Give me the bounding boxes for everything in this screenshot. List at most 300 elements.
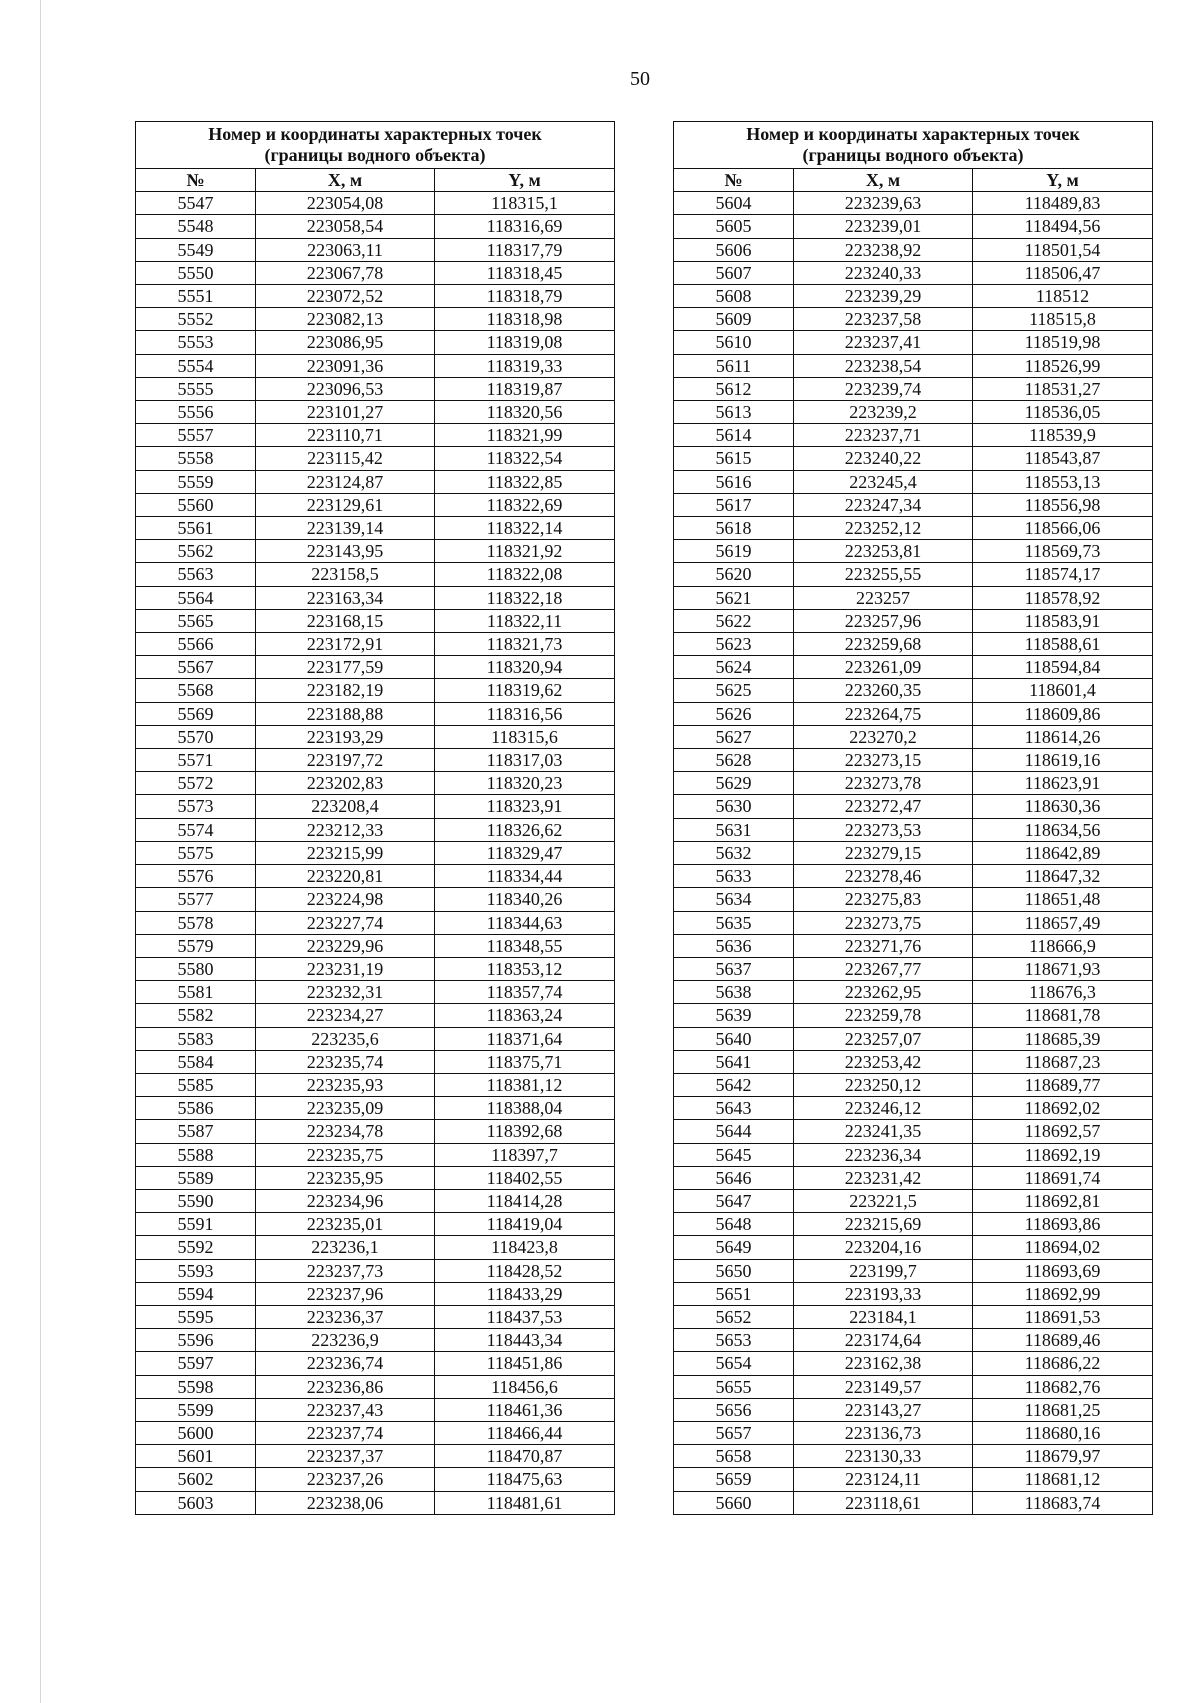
y-coordinate: 118322,11	[435, 609, 615, 632]
x-coordinate: 223118,61	[794, 1491, 973, 1514]
x-coordinate: 223267,77	[794, 957, 973, 980]
point-number: 5550	[136, 261, 256, 284]
x-coordinate: 223237,73	[256, 1259, 435, 1282]
x-coordinate: 223172,91	[256, 633, 435, 656]
y-coordinate: 118322,14	[435, 517, 615, 540]
y-coordinate: 118694,02	[973, 1236, 1153, 1259]
y-coordinate: 118375,71	[435, 1050, 615, 1073]
table-row	[136, 563, 615, 586]
table-row	[674, 1305, 1153, 1328]
table-row	[674, 1213, 1153, 1236]
y-coordinate: 118574,17	[973, 563, 1153, 586]
y-coordinate: 118680,16	[973, 1421, 1153, 1444]
point-number: 5653	[674, 1329, 794, 1352]
x-coordinate: 223193,29	[256, 725, 435, 748]
y-coordinate: 118461,36	[435, 1398, 615, 1421]
table-row	[674, 261, 1153, 284]
y-coordinate: 118470,87	[435, 1445, 615, 1468]
point-number: 5615	[674, 447, 794, 470]
point-number: 5603	[136, 1491, 256, 1514]
y-coordinate: 118353,12	[435, 957, 615, 980]
y-coordinate: 118681,25	[973, 1398, 1153, 1421]
x-coordinate: 223246,12	[794, 1097, 973, 1120]
point-number: 5644	[674, 1120, 794, 1143]
y-coordinate: 118531,27	[973, 377, 1153, 400]
x-coordinate: 223236,74	[256, 1352, 435, 1375]
x-coordinate: 223235,95	[256, 1166, 435, 1189]
x-coordinate: 223115,42	[256, 447, 435, 470]
y-coordinate: 118392,68	[435, 1120, 615, 1143]
point-number: 5562	[136, 540, 256, 563]
x-coordinate: 223240,22	[794, 447, 973, 470]
y-coordinate: 118536,05	[973, 401, 1153, 424]
table-row	[136, 447, 615, 470]
x-coordinate: 223136,73	[794, 1421, 973, 1444]
point-number: 5601	[136, 1445, 256, 1468]
table-row	[136, 1143, 615, 1166]
y-coordinate: 118319,87	[435, 377, 615, 400]
point-number: 5638	[674, 981, 794, 1004]
y-coordinate: 118348,55	[435, 934, 615, 957]
table-row	[136, 261, 615, 284]
y-coordinate: 118647,32	[973, 865, 1153, 888]
x-coordinate: 223239,29	[794, 285, 973, 308]
y-coordinate: 118692,02	[973, 1097, 1153, 1120]
x-coordinate: 223272,47	[794, 795, 973, 818]
point-number: 5623	[674, 633, 794, 656]
y-coordinate: 118630,36	[973, 795, 1153, 818]
point-number: 5614	[674, 424, 794, 447]
x-coordinate: 223237,74	[256, 1421, 435, 1444]
point-number: 5591	[136, 1213, 256, 1236]
point-number: 5602	[136, 1468, 256, 1491]
point-number: 5600	[136, 1421, 256, 1444]
point-number: 5616	[674, 470, 794, 493]
table-title	[674, 122, 1153, 169]
y-coordinate: 118594,84	[973, 656, 1153, 679]
table-row	[136, 633, 615, 656]
point-number: 5574	[136, 818, 256, 841]
table-row	[674, 1236, 1153, 1259]
table-row	[674, 1282, 1153, 1305]
table-title-line1: Номер и координаты характерных точек	[208, 124, 542, 144]
x-coordinate: 223058,54	[256, 215, 435, 238]
x-coordinate: 223273,53	[794, 818, 973, 841]
table-row	[136, 238, 615, 261]
x-coordinate: 223237,41	[794, 331, 973, 354]
point-number: 5547	[136, 192, 256, 215]
x-coordinate: 223252,12	[794, 517, 973, 540]
point-number: 5594	[136, 1282, 256, 1305]
point-number: 5598	[136, 1375, 256, 1398]
table-row	[674, 1468, 1153, 1491]
x-coordinate: 223235,09	[256, 1097, 435, 1120]
x-coordinate: 223149,57	[794, 1375, 973, 1398]
table-row	[136, 331, 615, 354]
table-row	[674, 1097, 1153, 1120]
table-row	[674, 841, 1153, 864]
x-coordinate: 223236,9	[256, 1329, 435, 1352]
y-coordinate: 118321,92	[435, 540, 615, 563]
table-row	[136, 1073, 615, 1096]
point-number: 5619	[674, 540, 794, 563]
y-coordinate: 118321,99	[435, 424, 615, 447]
point-number: 5605	[674, 215, 794, 238]
point-number: 5606	[674, 238, 794, 261]
y-coordinate: 118512	[973, 285, 1153, 308]
point-number: 5551	[136, 285, 256, 308]
point-number: 5560	[136, 493, 256, 516]
x-coordinate: 223238,06	[256, 1491, 435, 1514]
x-coordinate: 223260,35	[794, 679, 973, 702]
point-number: 5632	[674, 841, 794, 864]
y-coordinate: 118317,03	[435, 749, 615, 772]
scan-margin-line	[40, 0, 41, 1703]
table-row	[136, 1120, 615, 1143]
point-number: 5561	[136, 517, 256, 540]
table-row	[136, 1027, 615, 1050]
y-coordinate: 118381,12	[435, 1073, 615, 1096]
x-coordinate: 223101,27	[256, 401, 435, 424]
x-coordinate: 223264,75	[794, 702, 973, 725]
table-row	[674, 238, 1153, 261]
x-coordinate: 223193,33	[794, 1282, 973, 1305]
table-row	[674, 749, 1153, 772]
y-coordinate: 118689,77	[973, 1073, 1153, 1096]
point-number: 5660	[674, 1491, 794, 1514]
x-coordinate: 223124,87	[256, 470, 435, 493]
table-row	[136, 1189, 615, 1212]
point-number: 5620	[674, 563, 794, 586]
y-coordinate: 118642,89	[973, 841, 1153, 864]
x-coordinate: 223202,83	[256, 772, 435, 795]
y-coordinate: 118683,74	[973, 1491, 1153, 1514]
point-number: 5579	[136, 934, 256, 957]
y-coordinate: 118539,9	[973, 424, 1153, 447]
y-coordinate: 118322,18	[435, 586, 615, 609]
point-number: 5557	[136, 424, 256, 447]
point-number: 5549	[136, 238, 256, 261]
point-number: 5566	[136, 633, 256, 656]
table-row	[674, 1491, 1153, 1514]
table-row	[136, 1421, 615, 1444]
x-coordinate: 223273,15	[794, 749, 973, 772]
table-row	[674, 1189, 1153, 1212]
y-coordinate: 118489,83	[973, 192, 1153, 215]
table-row	[674, 192, 1153, 215]
x-coordinate: 223234,27	[256, 1004, 435, 1027]
y-coordinate: 118634,56	[973, 818, 1153, 841]
x-coordinate: 223235,6	[256, 1027, 435, 1050]
x-coordinate: 223270,2	[794, 725, 973, 748]
y-coordinate: 118320,56	[435, 401, 615, 424]
point-number: 5647	[674, 1189, 794, 1212]
table-title-line1: Номер и координаты характерных точек	[746, 124, 1080, 144]
x-coordinate: 223278,46	[794, 865, 973, 888]
table-row	[674, 865, 1153, 888]
x-coordinate: 223253,81	[794, 540, 973, 563]
x-coordinate: 223238,54	[794, 354, 973, 377]
x-coordinate: 223247,34	[794, 493, 973, 516]
y-coordinate: 118428,52	[435, 1259, 615, 1282]
y-coordinate: 118451,86	[435, 1352, 615, 1375]
x-coordinate: 223239,2	[794, 401, 973, 424]
y-coordinate: 118566,06	[973, 517, 1153, 540]
x-coordinate: 223234,78	[256, 1120, 435, 1143]
table-row	[136, 215, 615, 238]
table-row	[136, 1375, 615, 1398]
x-coordinate: 223257,96	[794, 609, 973, 632]
x-coordinate: 223250,12	[794, 1073, 973, 1096]
point-number: 5590	[136, 1189, 256, 1212]
x-coordinate: 223271,76	[794, 934, 973, 957]
x-coordinate: 223261,09	[794, 656, 973, 679]
x-coordinate: 223232,31	[256, 981, 435, 1004]
x-coordinate: 223177,59	[256, 656, 435, 679]
point-number: 5622	[674, 609, 794, 632]
table-row	[674, 331, 1153, 354]
y-coordinate: 118315,1	[435, 192, 615, 215]
y-coordinate: 118619,16	[973, 749, 1153, 772]
y-coordinate: 118578,92	[973, 586, 1153, 609]
point-number: 5630	[674, 795, 794, 818]
point-number: 5627	[674, 725, 794, 748]
y-coordinate: 118466,44	[435, 1421, 615, 1444]
point-number: 5633	[674, 865, 794, 888]
table-row	[674, 633, 1153, 656]
point-number: 5553	[136, 331, 256, 354]
y-coordinate: 118419,04	[435, 1213, 615, 1236]
point-number: 5556	[136, 401, 256, 424]
point-number: 5599	[136, 1398, 256, 1421]
x-coordinate: 223245,4	[794, 470, 973, 493]
table-row	[136, 772, 615, 795]
column-header-number: №	[674, 169, 794, 192]
x-coordinate: 223139,14	[256, 517, 435, 540]
table-row	[136, 911, 615, 934]
table-row	[674, 795, 1153, 818]
y-coordinate: 118316,56	[435, 702, 615, 725]
table-row	[674, 1004, 1153, 1027]
x-coordinate: 223255,55	[794, 563, 973, 586]
x-coordinate: 223235,93	[256, 1073, 435, 1096]
point-number: 5624	[674, 656, 794, 679]
table-row	[136, 841, 615, 864]
x-coordinate: 223096,53	[256, 377, 435, 400]
y-coordinate: 118326,62	[435, 818, 615, 841]
table-row	[136, 1236, 615, 1259]
table-row	[674, 1050, 1153, 1073]
x-coordinate: 223067,78	[256, 261, 435, 284]
x-coordinate: 223236,34	[794, 1143, 973, 1166]
x-coordinate: 223240,33	[794, 261, 973, 284]
table-row	[136, 1097, 615, 1120]
x-coordinate: 223279,15	[794, 841, 973, 864]
point-number: 5628	[674, 749, 794, 772]
y-coordinate: 118543,87	[973, 447, 1153, 470]
table-row	[136, 1468, 615, 1491]
table-row	[136, 1445, 615, 1468]
column-header-y: Y, м	[973, 169, 1153, 192]
point-number: 5593	[136, 1259, 256, 1282]
x-coordinate: 223158,5	[256, 563, 435, 586]
x-coordinate: 223235,75	[256, 1143, 435, 1166]
x-coordinate: 223227,74	[256, 911, 435, 934]
y-coordinate: 118506,47	[973, 261, 1153, 284]
table-row	[674, 563, 1153, 586]
table-row	[136, 192, 615, 215]
point-number: 5648	[674, 1213, 794, 1236]
y-coordinate: 118318,98	[435, 308, 615, 331]
point-number: 5583	[136, 1027, 256, 1050]
x-coordinate: 223235,74	[256, 1050, 435, 1073]
x-coordinate: 223199,7	[794, 1259, 973, 1282]
y-coordinate: 118681,78	[973, 1004, 1153, 1027]
table-row	[136, 1259, 615, 1282]
point-number: 5559	[136, 470, 256, 493]
table-row	[674, 1259, 1153, 1282]
x-coordinate: 223236,37	[256, 1305, 435, 1328]
table-row	[674, 424, 1153, 447]
table-row	[136, 354, 615, 377]
x-coordinate: 223224,98	[256, 888, 435, 911]
point-number: 5552	[136, 308, 256, 331]
x-coordinate: 223184,1	[794, 1305, 973, 1328]
x-coordinate: 223197,72	[256, 749, 435, 772]
x-coordinate: 223168,15	[256, 609, 435, 632]
table-row	[674, 679, 1153, 702]
table-row	[674, 586, 1153, 609]
x-coordinate: 223262,95	[794, 981, 973, 1004]
x-coordinate: 223215,69	[794, 1213, 973, 1236]
x-coordinate: 223054,08	[256, 192, 435, 215]
x-coordinate: 223220,81	[256, 865, 435, 888]
y-coordinate: 118318,45	[435, 261, 615, 284]
y-coordinate: 118583,91	[973, 609, 1153, 632]
point-number: 5588	[136, 1143, 256, 1166]
table-row	[136, 957, 615, 980]
point-number: 5610	[674, 331, 794, 354]
y-coordinate: 118685,39	[973, 1027, 1153, 1050]
point-number: 5654	[674, 1352, 794, 1375]
point-number: 5577	[136, 888, 256, 911]
point-number: 5659	[674, 1468, 794, 1491]
x-coordinate: 223239,74	[794, 377, 973, 400]
point-number: 5639	[674, 1004, 794, 1027]
point-number: 5555	[136, 377, 256, 400]
column-header-number: №	[136, 169, 256, 192]
x-coordinate: 223110,71	[256, 424, 435, 447]
y-coordinate: 118456,6	[435, 1375, 615, 1398]
point-number: 5645	[674, 1143, 794, 1166]
table-row	[136, 1004, 615, 1027]
x-coordinate: 223204,16	[794, 1236, 973, 1259]
y-coordinate: 118515,8	[973, 308, 1153, 331]
y-coordinate: 118494,56	[973, 215, 1153, 238]
y-coordinate: 118623,91	[973, 772, 1153, 795]
table-row	[674, 285, 1153, 308]
table-row	[674, 1398, 1153, 1421]
table-row	[136, 493, 615, 516]
point-number: 5651	[674, 1282, 794, 1305]
point-number: 5652	[674, 1305, 794, 1328]
y-coordinate: 118692,99	[973, 1282, 1153, 1305]
point-number: 5589	[136, 1166, 256, 1189]
y-coordinate: 118315,6	[435, 725, 615, 748]
x-coordinate: 223072,52	[256, 285, 435, 308]
table-title-line2: (границы водного объекта)	[802, 145, 1024, 165]
y-coordinate: 118651,48	[973, 888, 1153, 911]
table-row	[136, 1282, 615, 1305]
table-row	[136, 795, 615, 818]
point-number: 5585	[136, 1073, 256, 1096]
point-number: 5617	[674, 493, 794, 516]
table-row	[674, 818, 1153, 841]
y-coordinate: 118322,85	[435, 470, 615, 493]
table-row	[674, 470, 1153, 493]
x-coordinate: 223143,95	[256, 540, 435, 563]
y-coordinate: 118433,29	[435, 1282, 615, 1305]
point-number: 5612	[674, 377, 794, 400]
y-coordinate: 118402,55	[435, 1166, 615, 1189]
x-coordinate: 223129,61	[256, 493, 435, 516]
point-number: 5582	[136, 1004, 256, 1027]
point-number: 5641	[674, 1050, 794, 1073]
point-number: 5646	[674, 1166, 794, 1189]
point-number: 5656	[674, 1398, 794, 1421]
point-number: 5580	[136, 957, 256, 980]
y-coordinate: 118414,28	[435, 1189, 615, 1212]
point-number: 5629	[674, 772, 794, 795]
y-coordinate: 118320,23	[435, 772, 615, 795]
point-number: 5607	[674, 261, 794, 284]
table-row	[674, 1329, 1153, 1352]
x-coordinate: 223231,42	[794, 1166, 973, 1189]
table-row	[136, 865, 615, 888]
table-row	[674, 772, 1153, 795]
table-row	[136, 656, 615, 679]
y-coordinate: 118443,34	[435, 1329, 615, 1352]
x-coordinate: 223231,19	[256, 957, 435, 980]
table-row	[674, 702, 1153, 725]
table-row	[674, 354, 1153, 377]
y-coordinate: 118687,23	[973, 1050, 1153, 1073]
y-coordinate: 118657,49	[973, 911, 1153, 934]
y-coordinate: 118682,76	[973, 1375, 1153, 1398]
y-coordinate: 118481,61	[435, 1491, 615, 1514]
y-coordinate: 118609,86	[973, 702, 1153, 725]
table-row	[674, 1166, 1153, 1189]
table-title-line2: (границы водного объекта)	[264, 145, 486, 165]
table-row	[136, 1491, 615, 1514]
y-coordinate: 118601,4	[973, 679, 1153, 702]
x-coordinate: 223124,11	[794, 1468, 973, 1491]
table-row	[674, 981, 1153, 1004]
x-coordinate: 223212,33	[256, 818, 435, 841]
y-coordinate: 118371,64	[435, 1027, 615, 1050]
x-coordinate: 223130,33	[794, 1445, 973, 1468]
x-coordinate: 223273,75	[794, 911, 973, 934]
x-coordinate: 223215,99	[256, 841, 435, 864]
point-number: 5548	[136, 215, 256, 238]
y-coordinate: 118319,62	[435, 679, 615, 702]
x-coordinate: 223162,38	[794, 1352, 973, 1375]
table-row	[674, 308, 1153, 331]
x-coordinate: 223143,27	[794, 1398, 973, 1421]
column-header-x: X, м	[256, 169, 435, 192]
y-coordinate: 118357,74	[435, 981, 615, 1004]
point-number: 5564	[136, 586, 256, 609]
